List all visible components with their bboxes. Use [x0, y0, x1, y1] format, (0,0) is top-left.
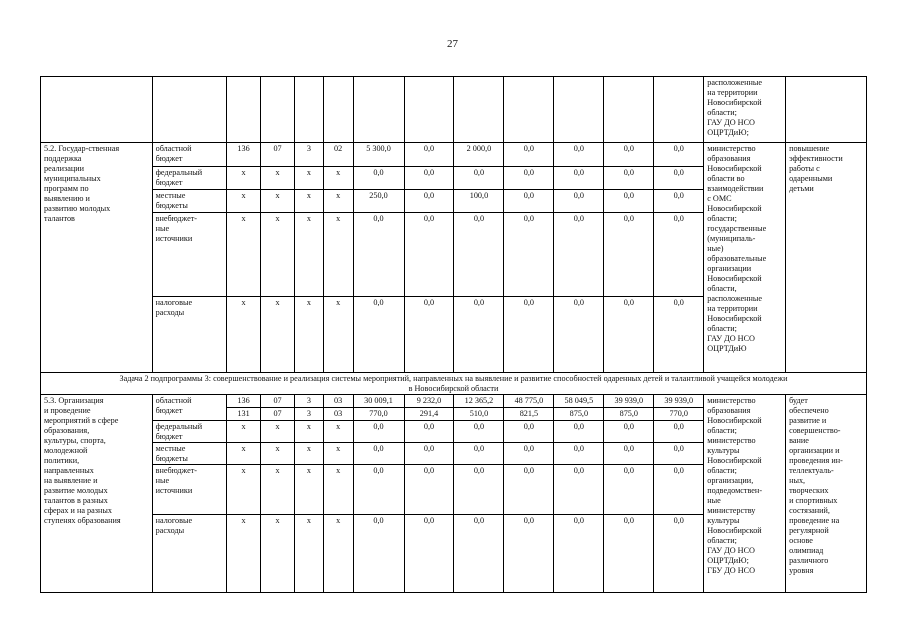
- amount-cell: 0,0: [404, 421, 454, 443]
- code-cell-1: х: [227, 190, 261, 213]
- amount-cell: 0,0: [504, 213, 554, 297]
- amount-cell: 0,0: [504, 515, 554, 593]
- funding-source: местные бюджеты: [152, 443, 226, 465]
- amount-cell: 0,0: [454, 443, 504, 465]
- code-cell-3: 3: [295, 408, 324, 421]
- amount-cell: 0,0: [604, 143, 654, 167]
- measure-name: 5.3. Организация и проведение мероприятий в сфере образования, культуры, спорта, молодежной политики, направленных на выявление и развитие молодых талантов в разных сферах и на разных ступенях образования: [41, 395, 153, 593]
- amount-cell: 0,0: [504, 421, 554, 443]
- code-cell-4: х: [323, 515, 353, 593]
- code-cell-2: 07: [261, 143, 295, 167]
- amount-cell: 0,0: [353, 465, 404, 515]
- amount-cell: 0,0: [404, 443, 454, 465]
- amount-cell: 0,0: [654, 515, 704, 593]
- amount-cell: 291,4: [404, 408, 454, 421]
- code-cell-1: х: [227, 421, 261, 443]
- funding-source: налоговые расходы: [152, 515, 226, 593]
- executor: министерство образования Новосибирской области; министерство культуры Новосибирской области; организации, подведомствен- ные министерству культуры Новосибирской области; ГАУ ДО НСО ОЦРТДиЮ; ГБУ ДО НСО: [704, 395, 786, 593]
- amount-cell: 9 232,0: [404, 395, 454, 408]
- amount-cell: 0,0: [554, 143, 604, 167]
- amount-cell: 0,0: [604, 297, 654, 373]
- amount-cell: 0,0: [504, 465, 554, 515]
- amount-cell: 0,0: [654, 167, 704, 190]
- amount-cell: 0,0: [504, 297, 554, 373]
- expected-result: будет обеспечено развитие и совершенство- вание организации и проведения ин- теллектуаль- ных, творческих и спортивных состязаний, проведение на регулярной основе олимпиад различного уровня: [786, 395, 867, 593]
- code-cell-2: 07: [261, 408, 295, 421]
- table-row: [41, 395, 867, 408]
- section-5-2: [41, 143, 867, 373]
- amount-cell: 0,0: [654, 421, 704, 443]
- code-cell-2: х: [261, 443, 295, 465]
- funding-source: областной бюджет: [152, 395, 226, 421]
- code-cell-3: 3: [295, 395, 324, 408]
- code-cell-3: х: [295, 190, 324, 213]
- amount-cell: 0,0: [554, 465, 604, 515]
- funding-source: местные бюджеты: [152, 190, 226, 213]
- amount-cell: 0,0: [454, 465, 504, 515]
- amount-cell: 0,0: [404, 465, 454, 515]
- code-cell-2: 07: [261, 395, 295, 408]
- amount-cell: 0,0: [404, 297, 454, 373]
- code-cell-1: х: [227, 515, 261, 593]
- code-cell-2: х: [261, 515, 295, 593]
- code-cell-2: х: [261, 190, 295, 213]
- funding-source: внебюджет- ные источники: [152, 465, 226, 515]
- amount-cell: 875,0: [554, 408, 604, 421]
- amount-cell: 821,5: [504, 408, 554, 421]
- page-number: 27: [447, 38, 458, 50]
- code-cell-4: х: [323, 297, 353, 373]
- amount-cell: 0,0: [353, 443, 404, 465]
- amount-cell: 0,0: [404, 515, 454, 593]
- amount-cell: 0,0: [353, 213, 404, 297]
- amount-cell: 0,0: [604, 190, 654, 213]
- amount-cell: 0,0: [504, 443, 554, 465]
- funding-source: внебюджет- ные источники: [152, 213, 226, 297]
- budget-table: [40, 76, 867, 593]
- amount-cell: 0,0: [654, 213, 704, 297]
- amount-cell: 0,0: [454, 421, 504, 443]
- table-row: [41, 143, 867, 167]
- amount-cell: 0,0: [454, 213, 504, 297]
- amount-cell: 0,0: [353, 297, 404, 373]
- code-cell-4: х: [323, 421, 353, 443]
- amount-cell: 0,0: [554, 213, 604, 297]
- code-cell-1: х: [227, 465, 261, 515]
- amount-cell: 0,0: [504, 143, 554, 167]
- amount-cell: 0,0: [554, 421, 604, 443]
- amount-cell: 0,0: [654, 143, 704, 167]
- amount-cell: 0,0: [353, 421, 404, 443]
- expected-result: повышение эффективности работы с одаренными детьми: [786, 143, 867, 373]
- amount-cell: 0,0: [404, 143, 454, 167]
- continuation-executor: расположенные на территории Новосибирской области; ГАУ ДО НСО ОЦРТДиЮ;: [704, 77, 786, 143]
- code-cell-3: х: [295, 443, 324, 465]
- code-cell-4: 03: [323, 408, 353, 421]
- amount-cell: 48 775,0: [504, 395, 554, 408]
- code-cell-2: х: [261, 421, 295, 443]
- code-cell-1: 136: [227, 395, 261, 408]
- code-cell-1: х: [227, 213, 261, 297]
- amount-cell: 0,0: [554, 443, 604, 465]
- amount-cell: 250,0: [353, 190, 404, 213]
- amount-cell: 0,0: [604, 515, 654, 593]
- code-cell-1: х: [227, 443, 261, 465]
- code-cell-2: х: [261, 465, 295, 515]
- amount-cell: 0,0: [604, 167, 654, 190]
- amount-cell: 12 365,2: [454, 395, 504, 408]
- task-heading: Задача 2 подпрограммы 3: совершенствование и реализация системы мероприятий, направленных на выявление и развитие способностей одаренных детей и талантливой учащейся молодежи в Новосибирской области: [41, 373, 867, 395]
- code-cell-3: х: [295, 421, 324, 443]
- amount-cell: 0,0: [554, 167, 604, 190]
- code-cell-4: 03: [323, 395, 353, 408]
- amount-cell: 39 939,0: [604, 395, 654, 408]
- amount-cell: 0,0: [454, 515, 504, 593]
- funding-source: областной бюджет: [152, 143, 226, 167]
- code-cell-4: х: [323, 167, 353, 190]
- amount-cell: 0,0: [654, 190, 704, 213]
- amount-cell: 0,0: [404, 213, 454, 297]
- amount-cell: 30 009,1: [353, 395, 404, 408]
- code-cell-3: х: [295, 515, 324, 593]
- amount-cell: 875,0: [604, 408, 654, 421]
- continuation-row: [41, 77, 867, 143]
- code-cell-4: х: [323, 213, 353, 297]
- amount-cell: 5 300,0: [353, 143, 404, 167]
- amount-cell: 0,0: [554, 515, 604, 593]
- amount-cell: 0,0: [654, 465, 704, 515]
- code-cell-3: х: [295, 167, 324, 190]
- amount-cell: 0,0: [454, 167, 504, 190]
- amount-cell: 39 939,0: [654, 395, 704, 408]
- code-cell-1: х: [227, 167, 261, 190]
- code-cell-4: х: [323, 190, 353, 213]
- amount-cell: 0,0: [353, 515, 404, 593]
- code-cell-3: х: [295, 213, 324, 297]
- amount-cell: 0,0: [604, 213, 654, 297]
- amount-cell: 2 000,0: [454, 143, 504, 167]
- code-cell-2: х: [261, 213, 295, 297]
- amount-cell: 0,0: [604, 443, 654, 465]
- funding-source: федеральный бюджет: [152, 167, 226, 190]
- section-5-3: [41, 395, 867, 593]
- amount-cell: 0,0: [554, 297, 604, 373]
- amount-cell: 0,0: [454, 297, 504, 373]
- amount-cell: 0,0: [604, 421, 654, 443]
- amount-cell: 770,0: [654, 408, 704, 421]
- amount-cell: 510,0: [454, 408, 504, 421]
- code-cell-4: х: [323, 443, 353, 465]
- code-cell-1: 131: [227, 408, 261, 421]
- amount-cell: 770,0: [353, 408, 404, 421]
- executor: министерство образования Новосибирской области во взаимодействии с ОМС Новосибирской области; государственные (муниципаль- ные) образовательные организации Новосибирской области, расположенные на территории Новосибирской области; ГАУ ДО НСО ОЦРТДиЮ: [704, 143, 786, 373]
- code-cell-3: х: [295, 465, 324, 515]
- code-cell-4: х: [323, 465, 353, 515]
- code-cell-1: 136: [227, 143, 261, 167]
- task-heading-row: [41, 373, 867, 395]
- funding-source: федеральный бюджет: [152, 421, 226, 443]
- code-cell-2: х: [261, 297, 295, 373]
- measure-name: 5.2. Государ-ственная поддержка реализации муниципальных программ по выявлению и развитию молодых талантов: [41, 143, 153, 373]
- amount-cell: 0,0: [404, 190, 454, 213]
- amount-cell: 0,0: [353, 167, 404, 190]
- code-cell-2: х: [261, 167, 295, 190]
- amount-cell: 0,0: [654, 443, 704, 465]
- amount-cell: 0,0: [504, 190, 554, 213]
- code-cell-3: х: [295, 297, 324, 373]
- amount-cell: 0,0: [504, 167, 554, 190]
- funding-source: налоговые расходы: [152, 297, 226, 373]
- code-cell-1: х: [227, 297, 261, 373]
- amount-cell: 100,0: [454, 190, 504, 213]
- code-cell-4: 02: [323, 143, 353, 167]
- amount-cell: 58 049,5: [554, 395, 604, 408]
- amount-cell: 0,0: [404, 167, 454, 190]
- amount-cell: 0,0: [604, 465, 654, 515]
- amount-cell: 0,0: [554, 190, 604, 213]
- amount-cell: 0,0: [654, 297, 704, 373]
- code-cell-3: 3: [295, 143, 324, 167]
